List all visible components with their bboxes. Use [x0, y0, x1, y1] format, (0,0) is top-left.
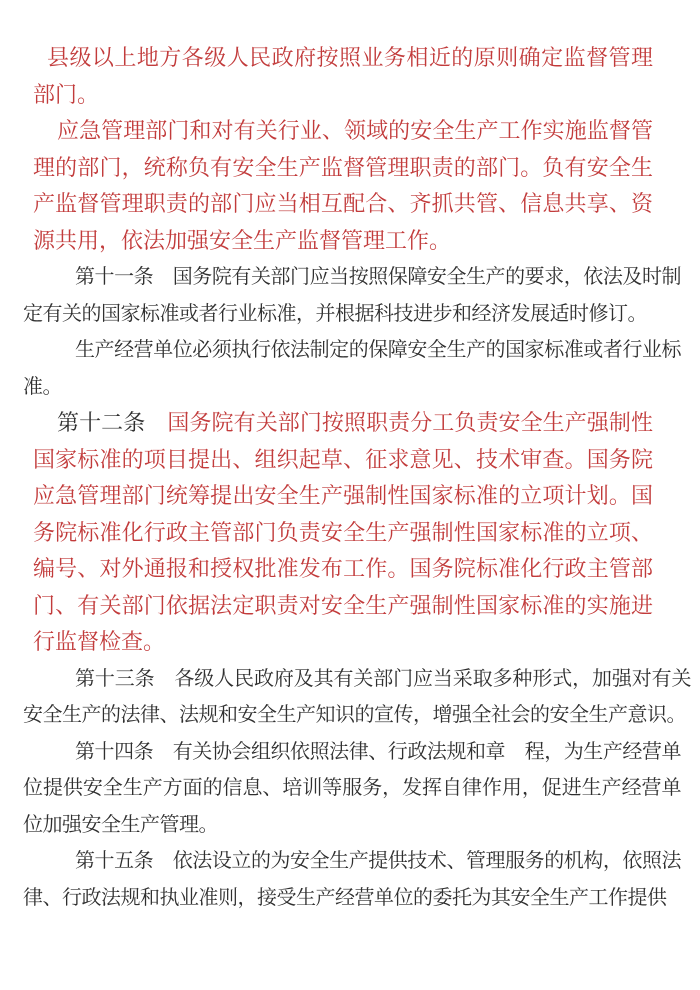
article-12-body: 国务院有关部门按照职责分工负责安全生产强制性国家标准的项目提出、组织起草、征求意见、技术审查。国务院应急管理部门统筹提出安全生产强制性国家标准的立项计划。国务院标准化行政主管部门负责安全生产强制性国家标准的立项、编号、对外通报和授权批准发布工作。国务院标准化行政主管部门、有关部门依据法定职责对安全生产强制性国家标准的实施进行监督检查。 — [33, 410, 653, 654]
para-article-14: 第十四条 有关协会组织依照法律、行政法规和章 程，为生产经营单位提供安全生产方面的信息、培训等服务，发挥自律作用，促进生产经营单位加强安全生产管理。 — [23, 740, 681, 836]
para-article-11-clause-2: 生产经营单位必须执行依法制定的保障安全生产的国家标准或者行业标准。 — [23, 339, 681, 398]
para-article-15: 第十五条 依法设立的为安全生产提供技术、管理服务的机构，依照法律、行政法规和执业准则，接受生产经营单位的委托为其安全生产工作提供 — [23, 850, 681, 909]
para-article-11: 第十一条 国务院有关部门应当按照保障安全生产的要求，依法及时制定有关的国家标准或者行业标准，并根据科技进步和经济发展适时修订。 — [23, 266, 681, 325]
para-article-13: 第十三条 各级人民政府及其有关部门应当采取多种形式，加强对有关安全生产的法律、法规和安全生产知识的宣传，增强全社会的安全生产意识。 — [23, 667, 691, 726]
para-article-12 — [33, 405, 653, 661]
para-continuation-red: 县级以上地方各级人民政府按照业务相近的原则确定监督管理部门。 — [33, 45, 653, 107]
para-emergency-departments: 应急管理部门和对有关行业、领域的安全生产工作实施监督管理的部门，统称负有安全生产监督管理职责的部门。负有安全生产监督管理职责的部门应当相互配合、齐抓共管、信息共享、资源共用，依法加强安全生产监督管理工作。 — [33, 118, 653, 253]
article-12-number-label: 第十二条 — [57, 410, 146, 435]
